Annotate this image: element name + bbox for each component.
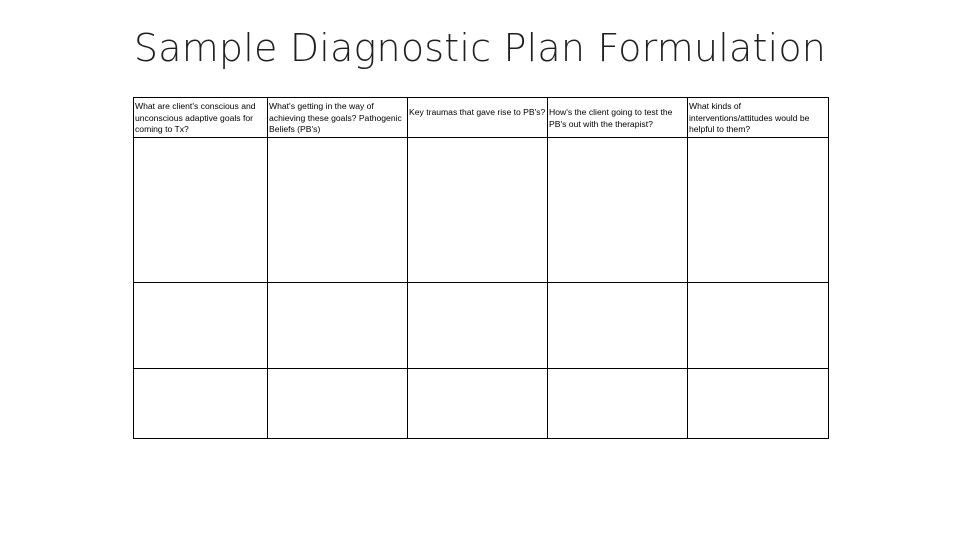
- table-cell[interactable]: [268, 138, 408, 283]
- table-cell[interactable]: [268, 369, 408, 439]
- table-cell[interactable]: [688, 283, 829, 369]
- table-cell[interactable]: [548, 369, 688, 439]
- header-text-testing: How's the client going to test the PB's out with the therapist?: [549, 107, 673, 129]
- table-cell[interactable]: [134, 138, 268, 283]
- header-text-goals: What are client's conscious and unconscious adaptive goals for coming to Tx?: [135, 101, 256, 134]
- table-cell[interactable]: [408, 138, 548, 283]
- header-text-traumas: Key traumas that gave rise to PB's?: [409, 107, 546, 117]
- table-cell[interactable]: [134, 283, 268, 369]
- table-cell[interactable]: [268, 283, 408, 369]
- table-row: [134, 138, 829, 283]
- diagnostic-plan-table: [133, 97, 829, 439]
- header-cell-traumas: [408, 98, 548, 138]
- table-cell[interactable]: [408, 283, 548, 369]
- table-row: [134, 283, 829, 369]
- header-row: [134, 98, 829, 138]
- table-row: [134, 369, 829, 439]
- table-cell[interactable]: [688, 138, 829, 283]
- table-cell[interactable]: [688, 369, 829, 439]
- table-cell[interactable]: [134, 369, 268, 439]
- header-cell-testing: [548, 98, 688, 138]
- header-cell-interventions: [688, 98, 829, 138]
- header-cell-goals: [134, 98, 268, 138]
- table-cell[interactable]: [548, 283, 688, 369]
- table-cell[interactable]: [408, 369, 548, 439]
- header-cell-obstacles: [268, 98, 408, 138]
- header-text-interventions: What kinds of interventions/attitudes would be helpful to them?: [689, 101, 810, 134]
- table-cell[interactable]: [548, 138, 688, 283]
- slide-title: Sample Diagnostic Plan Formulation: [133, 26, 827, 70]
- header-text-obstacles: What's getting in the way of achieving these goals? Pathogenic Beliefs (PB's): [269, 101, 402, 134]
